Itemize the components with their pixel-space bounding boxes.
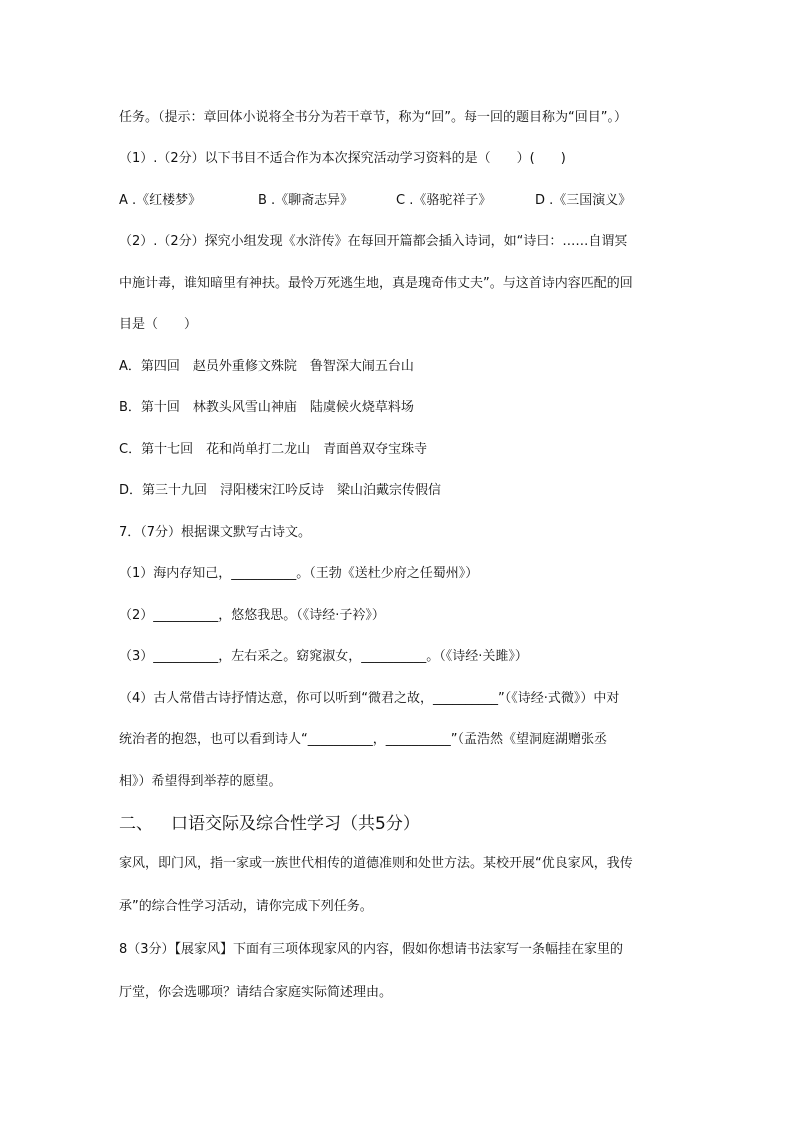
question-1-stem: （1）.（2分）以下书目不适合作为本次探究活动学习资料的是（ ）( ) [119,151,566,166]
section-heading [119,812,420,836]
question-2-stem-cont: 中施计毒，谁知暗里有神扶。最怜万死逃生地，真是瑰奇伟丈夫”。与这首诗内容匹配的回 [119,276,633,291]
question-8-stem: 8（3分）【展家风】下面有三项体现家风的内容，假如你想请书法家写一条幅挂在家里的 [119,942,624,957]
section-title: 口语交际及综合性学习（共5分） [171,814,420,834]
option-c: C .《骆驼祥子》 [396,193,492,208]
question-7-2: （2）__________，悠悠我思。（《诗经·子衿》） [119,608,385,623]
option-a: A .《红楼梦》 [119,193,202,208]
option-c: C．第十七回 花和尚单打二龙山 青面兽双夺宝珠寺 [119,442,428,457]
question-2-stem-end: 目是（ ） [119,317,198,332]
option-a: A．第四回 赵员外重修文殊院 鲁智深大闹五台山 [119,359,414,374]
question-2-stem: （2）.（2分）探究小组发现《水浒传》在每回开篇都会插入诗词，如“诗曰：……自谓冥 [119,234,628,249]
question-7-1: （1）海内存知己，__________。（王勃《送杜少府之任蜀州》） [119,566,479,581]
paragraph-line: 家风，即门风，指一家或一族世代相传的道德准则和处世方法。某校开展“优良家风，我传 [119,856,633,871]
section-number: 二、 [119,814,153,834]
question-7-4-cont: 统治者的抱怨，也可以看到诗人“__________，__________”（孟浩然《望洞庭湖赠张丞 [119,732,607,747]
question-8-stem-cont: 厅堂，你会选哪项？请结合家庭实际简述理由。 [119,985,393,1000]
option-d: D．第三十九回 浔阳楼宋江吟反诗 梁山泊戴宗传假信 [119,483,442,498]
question-1-options [119,192,679,210]
option-d: D .《三国演义》 [535,193,632,208]
option-b: B．第十回 林教头风雪山神庙 陆虞候火烧草料场 [119,400,414,415]
option-b: B .《聊斋志异》 [258,193,354,208]
question-7-stem: 7．（7分）根据课文默写古诗文。 [119,525,312,540]
question-7-3: （3）__________，左右采之。窈窕淑女，__________。（《诗经·关雎》） [119,649,528,664]
paragraph-line: 承”的综合性学习活动，请你完成下列任务。 [119,899,373,914]
text-line: 任务。（提示：章回体小说将全书分为若干章节，称为“回”。每一回的题目称为“回目”。） [119,110,627,125]
question-7-4-end: 相》）希望得到举荐的愿望。 [119,774,282,789]
question-7-4: （4）古人常借古诗抒情达意，你可以听到“微君之故，__________”（《诗经·式微》）中对 [119,691,620,706]
